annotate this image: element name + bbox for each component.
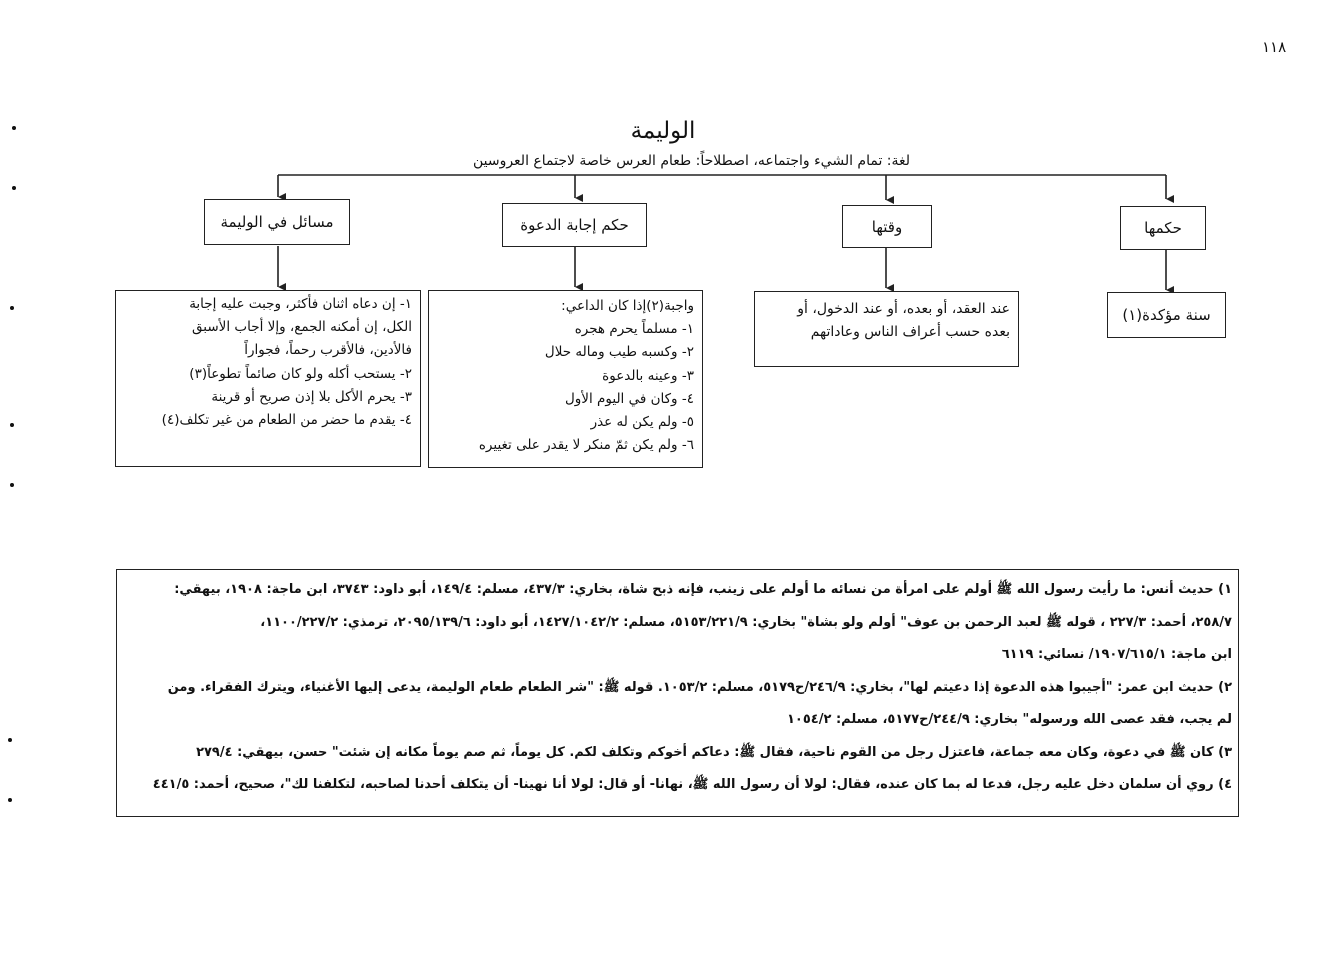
content-box-hukmuha — [1107, 292, 1226, 338]
footnote-line: لم يجب، فقد عصى الله ورسوله" بخاري: ٢٤٤/٩/ح٥١٧٧، مسلم: ١٠٥٤/٢ — [787, 712, 1232, 727]
ijaba-line: ٦- ولم يكن ثمّ منكر لا يقدر على تغييره — [478, 437, 694, 454]
header-box-hukmuha: حكمها — [1120, 206, 1206, 250]
margin-dot — [10, 483, 14, 487]
footnote-line: ابن ماجة: ١٩٠٧/٦١٥/١/ نسائي: ٦١١٩ — [1001, 647, 1232, 662]
waqtuha-line: بعده حسب أعراف الناس وعاداتهم — [810, 324, 1010, 340]
content-box-masail — [115, 290, 421, 467]
ijaba-line: ١- مسلماً يحرم هجره — [574, 321, 694, 338]
ijaba-line: ٤- وكان في اليوم الأول — [564, 390, 694, 407]
footnote-line: ٤) روي أن سلمان دخل عليه رجل، فدعا له بما كان عنده، فقال: لولا أن رسول الله ﷺ، نهانا- أو قال: لولا أنا نهينا- أن يتكلف أحدنا لصاحبه، لتكلفنا لك"، صحيح، أحمد: ٤٤١/٥ — [152, 777, 1232, 792]
page-title: الوليمة — [630, 118, 696, 144]
footnote-line: ٢) حديث ابن عمر: "أجيبوا هذه الدعوة إذا دعيتم لها"، بخاري: ٢٤٦/٩/ح٥١٧٩، مسلم: ١٠٥٣/٢. قوله ﷺ: "شر الطعام طعام الوليمة، يدعى إليها الأغنياء، ويترك الفقراء. ومن — [167, 679, 1232, 695]
margin-dot — [8, 798, 12, 802]
masail-line: ٣- يحرم الأكل بلا إذن صريح أو قرينة — [211, 388, 412, 405]
masail-line: ٤- يقدم ما حضر من الطعام من غير تكلف(٤) — [161, 412, 412, 429]
margin-dot — [12, 186, 16, 190]
definition-line: لغة: تمام الشيء واجتماعه، اصطلاحاً: طعام العرس خاصة لاجتماع العروسين — [472, 153, 911, 169]
footnote-line: ٣) كان ﷺ في دعوة، وكان معه جماعة، فاعتزل رجل من القوم ناحية، فقال ﷺ: دعاكم أخوكم وتكلف لكم. كل يوماً، ثم صم يوماً مكانه إن شئت" حسن، بيهقي: ٢٧٩/٤ — [196, 744, 1232, 760]
footnotes-box — [116, 569, 1239, 817]
page-number: ١١٨ — [1262, 38, 1287, 56]
footnote-line: ٢٥٨/٧، أحمد: ٢٢٧/٣ ، قوله ﷺ لعبد الرحمن بن عوف" أولم ولو بشاة" بخاري: ٥١٥٣/٢٢١/٩، مسلم: ١٤٢٧/١٠٤٢/٢، أبو داود: ٢٠٩٥/١٣٩/٦، ترمذي: ١١٠٠/٢٢٧/٢، — [260, 614, 1232, 630]
header-box-waqtuha: وقتها — [842, 205, 932, 248]
header-box-hukm-ijaba: حكم إجابة الدعوة — [502, 203, 647, 247]
content-box-hukm-ijaba — [428, 290, 703, 468]
masail-line: فالأدين، فالأقرب رحماً، فجواراً — [244, 342, 412, 359]
content-box-waqtuha — [754, 291, 1019, 367]
footnote-line: ١) حديث أنس: ما رأيت رسول الله ﷺ أولم على امرأة من نسائه ما أولم على زينب، فإنه ذبح شاة، بخاري: ٤٣٧/٣، مسلم: ١٤٩/٤، أبو داود: ٣٧٤٣، ابن ماجة: ١٩٠٨، بيهقي: — [174, 582, 1232, 597]
waqtuha-line: عند العقد، أو بعده، أو عند الدخول، أو — [797, 301, 1010, 317]
header-box-masail: مسائل في الوليمة — [204, 199, 350, 245]
masail-line: الكل، إن أمكنه الجمع، وإلا أجاب الأسبق — [192, 319, 412, 336]
ijaba-line: ٢- وكسبه طيب وماله حلال — [544, 344, 694, 361]
margin-dot — [10, 423, 14, 427]
margin-dot — [8, 738, 12, 742]
ijaba-line: ٣- وعينه بالدعوة — [602, 367, 694, 384]
margin-dot — [10, 306, 14, 310]
masail-line: ٢- يستحب أكله ولو كان صائماً تطوعاً(٣) — [189, 365, 412, 382]
ijaba-line: ٥- ولم يكن له عذر — [590, 414, 694, 431]
ijaba-line: واجبة(٢)إذا كان الداعي: — [561, 298, 694, 314]
margin-dot — [12, 126, 16, 130]
masail-line: ١- إن دعاه اثنان فأكثر، وجبت عليه إجابة — [189, 296, 412, 312]
hukmuha-line: سنة مؤكدة(١) — [1122, 305, 1211, 324]
